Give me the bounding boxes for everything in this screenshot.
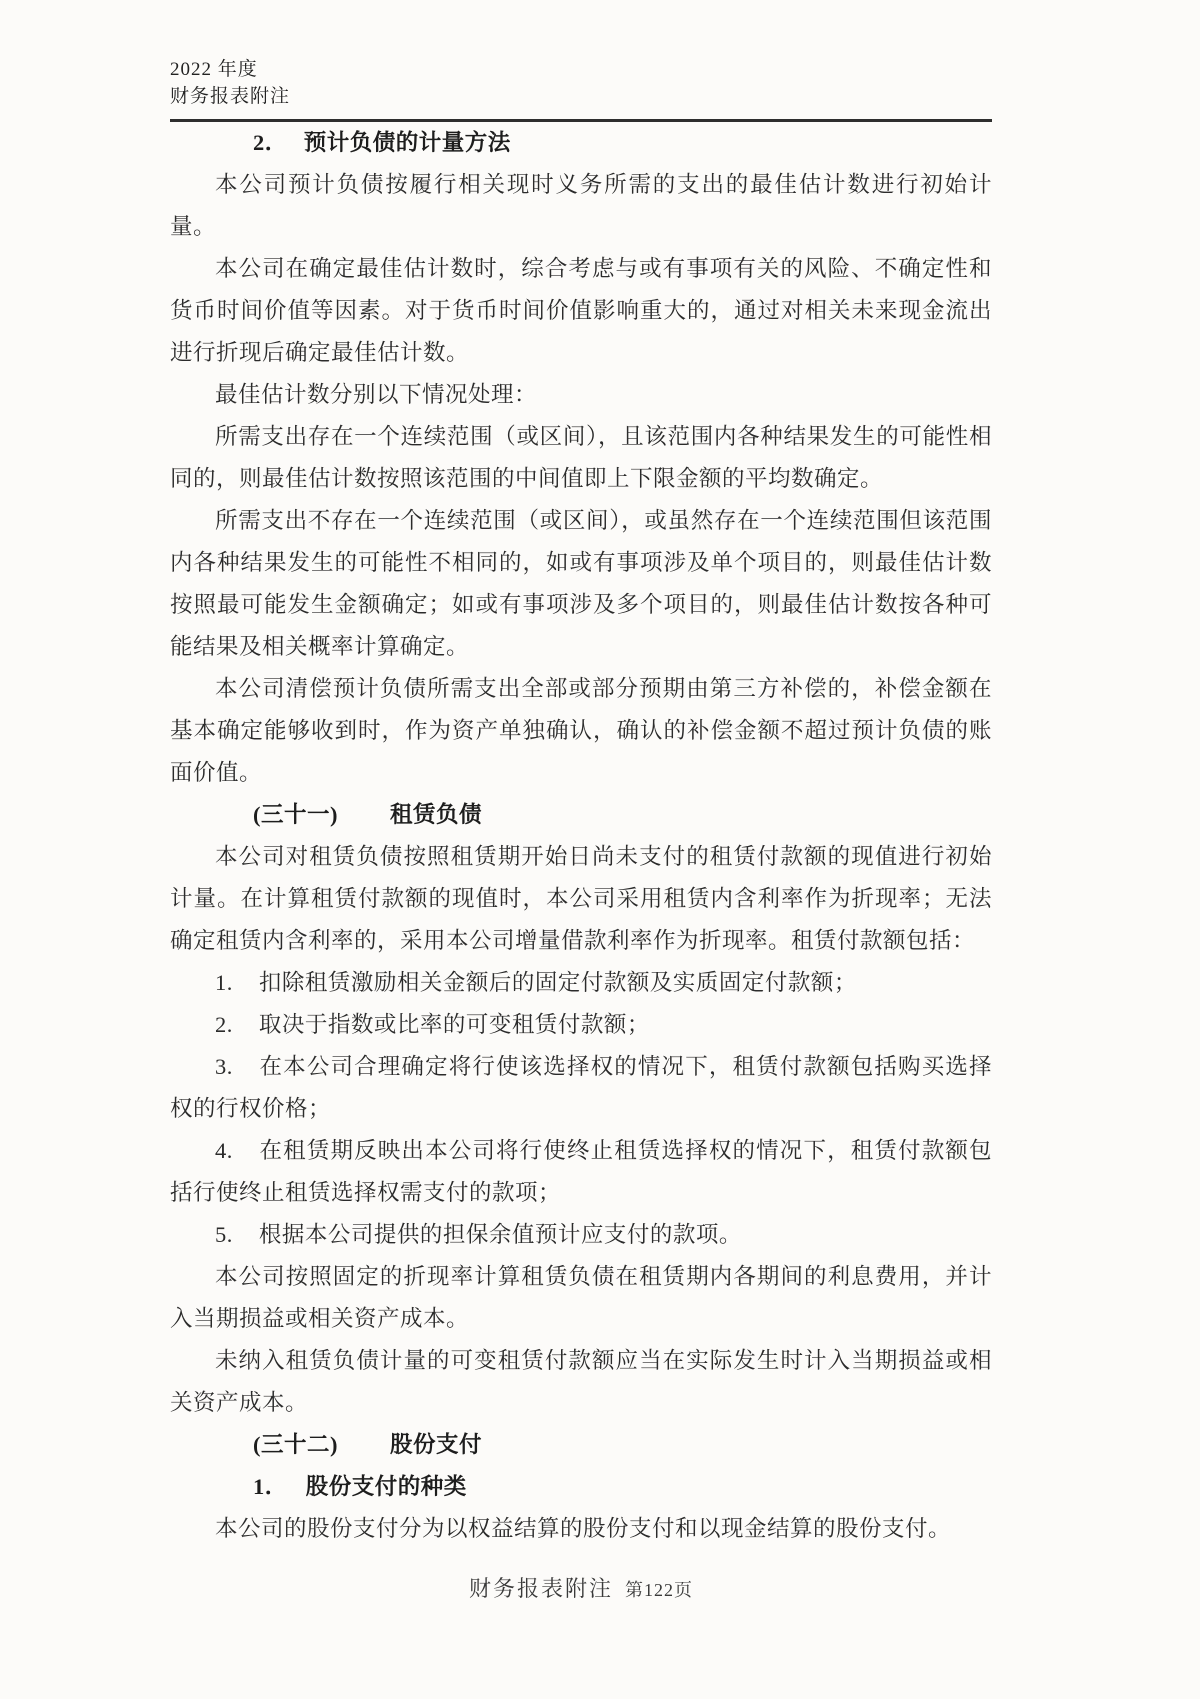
heading-share-payment-types — [170, 1466, 992, 1508]
report-doc-title: 财务报表附注 — [170, 86, 291, 107]
heading-title: 预计负债的计量方法 — [303, 130, 511, 155]
footer-doc-title: 财务报表附注 — [468, 1576, 613, 1601]
section-title: 股份支付 — [390, 1432, 483, 1457]
report-year: 2022 年度 — [170, 59, 258, 80]
list-item-text: 在租赁期反映出本公司将行使终止租赁选择权的情况下，租赁付款额包括行使终止租赁选择权需支付的款项； — [170, 1138, 992, 1205]
heading-provision-measurement — [170, 122, 992, 164]
page-header — [170, 0, 992, 110]
paragraph: 最佳估计数分别以下情况处理： — [215, 382, 538, 407]
paragraph: 本公司预计负债按履行相关现时义务所需的支出的最佳估计数进行初始计量。 — [170, 172, 992, 239]
page-footer — [170, 1572, 992, 1699]
list-item — [170, 1214, 992, 1256]
heading-title: 股份支付的种类 — [305, 1474, 467, 1499]
paragraph: 未纳入租赁负债计量的可变租赁付款额应当在实际发生时计入当期损益或相关资产成本。 — [170, 1348, 992, 1415]
section-number: (三十一) — [253, 802, 338, 827]
paragraph: 本公司的股份支付分为以权益结算的股份支付和以现金结算的股份支付。 — [215, 1516, 952, 1541]
list-item-number: 1. — [215, 970, 233, 995]
document-content — [170, 122, 992, 1550]
list-item — [170, 1004, 992, 1046]
list-item-text: 在本公司合理确定将行使该选择权的情况下，租赁付款额包括购买选择权的行权价格； — [170, 1054, 992, 1121]
list-item-number: 2. — [215, 1012, 233, 1037]
heading-number: 1． — [253, 1474, 288, 1499]
section-number: (三十二) — [253, 1432, 338, 1457]
heading-lease-liability — [170, 794, 992, 836]
list-item-text: 取决于指数或比率的可变租赁付款额； — [258, 1012, 650, 1037]
paragraph: 所需支出不存在一个连续范围（或区间），或虽然存在一个连续范围但该范围内各种结果发生的可能性不相同的，如或有事项涉及单个项目的，则最佳估计数按照最可能发生金额确定；如或有事项涉及多个项目的，则最佳估计数按各种可能结果及相关概率计算确定。 — [170, 508, 992, 659]
list-item-number: 5. — [215, 1222, 233, 1247]
list-item-text: 扣除租赁激励相关金额后的固定付款额及实质固定付款额； — [258, 970, 857, 995]
paragraph: 本公司在确定最佳估计数时，综合考虑与或有事项有关的风险、不确定性和货币时间价值等因素。对于货币时间价值影响重大的，通过对相关未来现金流出进行折现后确定最佳估计数。 — [170, 256, 992, 365]
list-item-number: 4. — [215, 1138, 233, 1163]
paragraph: 所需支出存在一个连续范围（或区间），且该范围内各种结果发生的可能性相同的，则最佳估计数按照该范围的中间值即上下限金额的平均数确定。 — [170, 424, 992, 491]
list-item-text: 根据本公司提供的担保余值预计应支付的款项。 — [258, 1222, 742, 1247]
list-item — [170, 1046, 992, 1130]
heading-number: 2． — [253, 130, 288, 155]
paragraph: 本公司按照固定的折现率计算租赁负债在租赁期内各期间的利息费用，并计入当期损益或相关资产成本。 — [170, 1264, 992, 1331]
footer-page-number: 第122页 — [625, 1580, 693, 1600]
section-title: 租赁负债 — [390, 802, 483, 827]
paragraph: 本公司对租赁负债按照租赁期开始日尚未支付的租赁付款额的现值进行初始计量。在计算租赁付款额的现值时，本公司采用租赁内含利率作为折现率；无法确定租赁内含利率的，采用本公司增量借款利率作为折现率。租赁付款额包括： — [170, 844, 992, 953]
heading-share-payment — [170, 1424, 992, 1466]
paragraph: 本公司清偿预计负债所需支出全部或部分预期由第三方补偿的，补偿金额在基本确定能够收到时，作为资产单独确认，确认的补偿金额不超过预计负债的账面价值。 — [170, 676, 992, 785]
list-item — [170, 962, 992, 1004]
list-item — [170, 1130, 992, 1214]
list-item-number: 3. — [215, 1054, 233, 1079]
